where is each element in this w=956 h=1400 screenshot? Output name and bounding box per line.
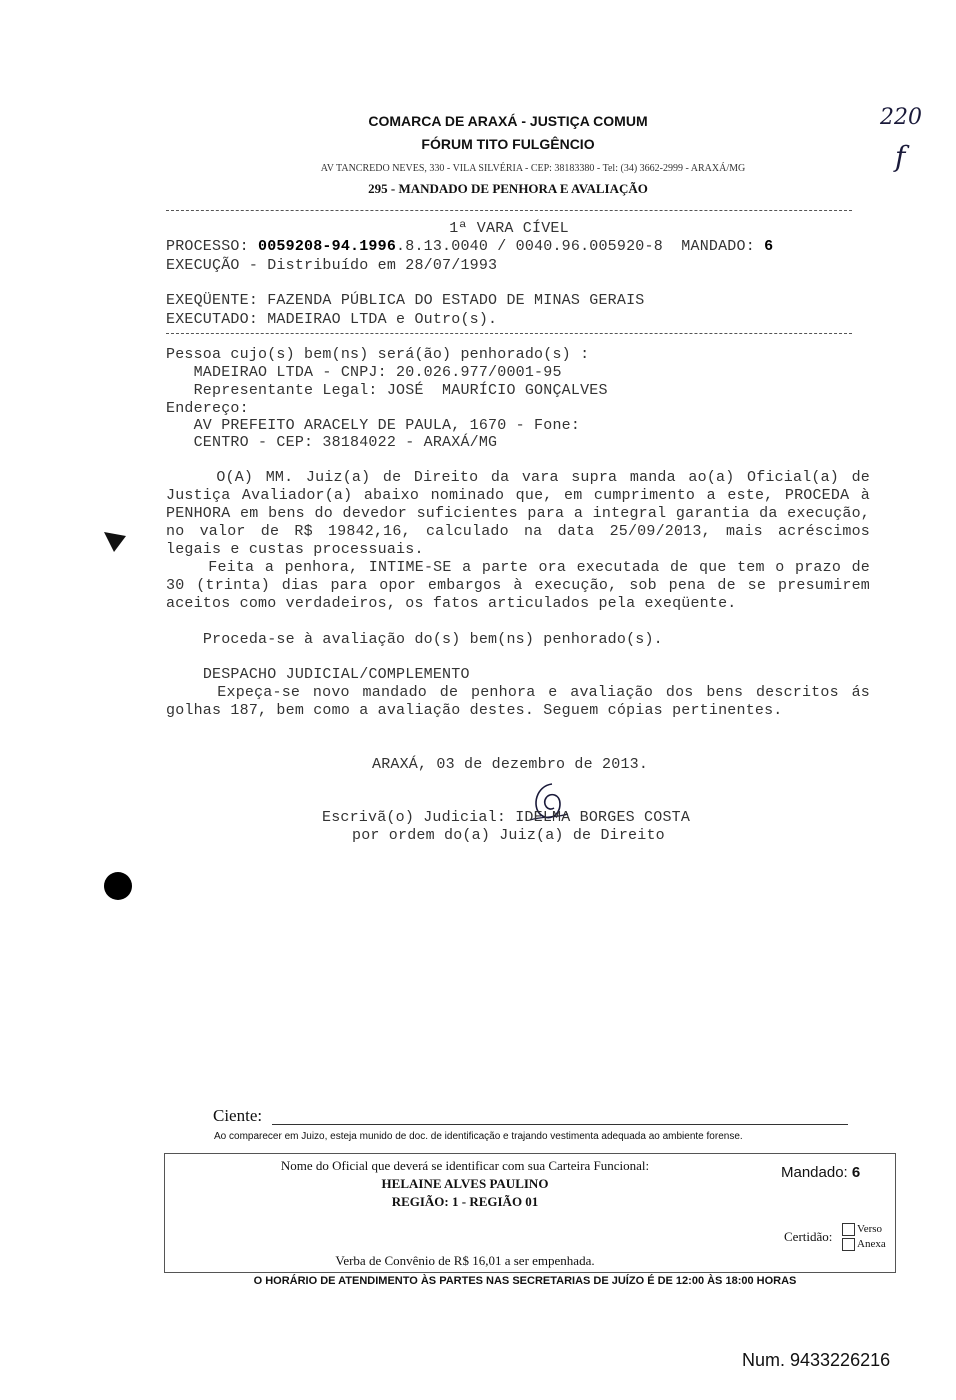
intimation-paragraph: Feita a penhora, INTIME-SE a parte ora executada de que tem o prazo de 30 (trinta) dias para opor embargos à execução, sob pena de se presumirem aceitos como verdadeiros, os fatos articulados pela exeqüente. (166, 559, 880, 612)
verso-label: Verso (857, 1223, 883, 1235)
attire-notice: Ao comparecer em Juizo, esteja munido de doc. de identificação e trajando vestimenta adequada ao ambiente forense. (214, 1131, 743, 1142)
officer-box (164, 1153, 896, 1273)
ciente-signature-line (272, 1124, 848, 1125)
order-paragraph: O(A) MM. Juiz(a) de Direito da vara supra manda ao(a) Oficial(a) de Justiça Avaliador(a) abaixo nominado que, em cumprimento a este, PROCEDA à PENHORA em bens do devedor suficientes para a integral garantia da execução, no valor de R$ 19842,16, calculado na data 25/09/2013, mais acréscimos legais e custas processuais. (166, 469, 880, 558)
exequente-line: EXEQÜENTE: FAZENDA PÚBLICA DO ESTADO DE MINAS GERAIS (166, 292, 645, 309)
court-address: AV TANCREDO NEVES, 330 - VILA SILVÉRIA - CEP: 38183380 - Tel: (34) 3662-2999 - ARAXÁ/MG (320, 163, 746, 174)
process-number-rest: .8.13.0040 / 0040.96.005920-8 (396, 238, 682, 255)
mandado-number: 6 (764, 238, 774, 255)
mandado-label: MANDADO: (681, 238, 765, 255)
forum-name: FÓRUM TITO FULGÊNCIO (421, 136, 595, 152)
punch-hole (104, 872, 132, 900)
officer-region: REGIÃO: 1 - REGIÃO 01 (391, 1194, 539, 1209)
court-name: COMARCA DE ARAXÁ - JUSTIÇA COMUM (368, 113, 648, 129)
party-representative: Representante Legal: JOSÉ MAURÍCIO GONÇALVES (166, 382, 608, 399)
party-name: MADEIRAO LTDA - CNPJ: 20.026.977/0001-95 (166, 364, 562, 381)
officer-label: Nome do Oficial que deverá se identificar com sua Carteira Funcional: (280, 1158, 650, 1173)
anexa-checkbox[interactable] (842, 1238, 855, 1251)
vara: 1ª VARA CÍVEL (449, 220, 569, 237)
certidao-label: Certidão: (784, 1229, 833, 1244)
evaluation-paragraph: Proceda-se à avaliação do(s) bem(ns) penhorado(s). (166, 631, 663, 648)
handwritten-initial: f (895, 140, 906, 173)
execucao-line: EXECUÇÃO - Distribuído em 28/07/1993 (166, 257, 498, 274)
document-type: 295 - MANDADO DE PENHORA E AVALIAÇÃO (368, 181, 648, 196)
party-address-line2: CENTRO - CEP: 38184022 - ARAXÁ/MG (166, 434, 498, 451)
anexa-label: Anexa (857, 1238, 886, 1250)
scan-mark (100, 528, 130, 554)
place-date: ARAXÁ, 03 de dezembro de 2013. (372, 756, 649, 773)
process-number: 0059208-94.1996 (258, 238, 397, 255)
escriva-line: Escrivã(o) Judicial: IDELMA BORGES COSTA (322, 809, 691, 826)
party-intro: Pessoa cujo(s) bem(ns) será(ão) penhorado(s) : (166, 346, 590, 363)
party-address-label: Endereço: (166, 400, 249, 417)
ciente-label: Ciente: (213, 1106, 263, 1125)
verso-checkbox[interactable] (842, 1223, 855, 1236)
office-hours: O HORÁRIO DE ATENDIMENTO ÀS PARTES NAS SECRETARIAS DE JUÍZO É DE 12:00 ÀS 18:00 HORAS (253, 1275, 797, 1287)
por-ordem-line: por ordem do(a) Juiz(a) de Direito (352, 827, 665, 844)
officer-name: HELAINE ALVES PAULINO (381, 1176, 549, 1191)
executado-line: EXECUTADO: MADEIRAO LTDA e Outro(s). (166, 311, 498, 328)
verso-option[interactable] (842, 1222, 886, 1237)
verba-note: Verba de Convênio de R$ 16,01 a ser empenhada. (335, 1253, 595, 1268)
separator-line (166, 333, 852, 334)
anexa-option[interactable] (842, 1237, 886, 1252)
certidao-options (842, 1222, 886, 1252)
despacho-text: Expeça-se novo mandado de penhora e avaliação dos bens descritos ás golhas 187, bem como a avaliação destes. Seguem cópias pertinentes. (166, 684, 880, 719)
despacho-title: DESPACHO JUDICIAL/COMPLEMENTO (166, 666, 470, 683)
box-mandado-number: 6 (851, 1164, 861, 1181)
handwritten-page-number: 220 (880, 105, 922, 130)
process-label: PROCESSO: (166, 238, 259, 255)
document-number: Num. 9433226216 (742, 1350, 891, 1370)
separator-line (166, 210, 852, 211)
party-address-line1: AV PREFEITO ARACELY DE PAULA, 1670 - Fone: (166, 417, 581, 434)
box-mandado-label: Mandado: (781, 1164, 852, 1181)
process-line (166, 238, 773, 255)
box-mandado (781, 1164, 860, 1181)
